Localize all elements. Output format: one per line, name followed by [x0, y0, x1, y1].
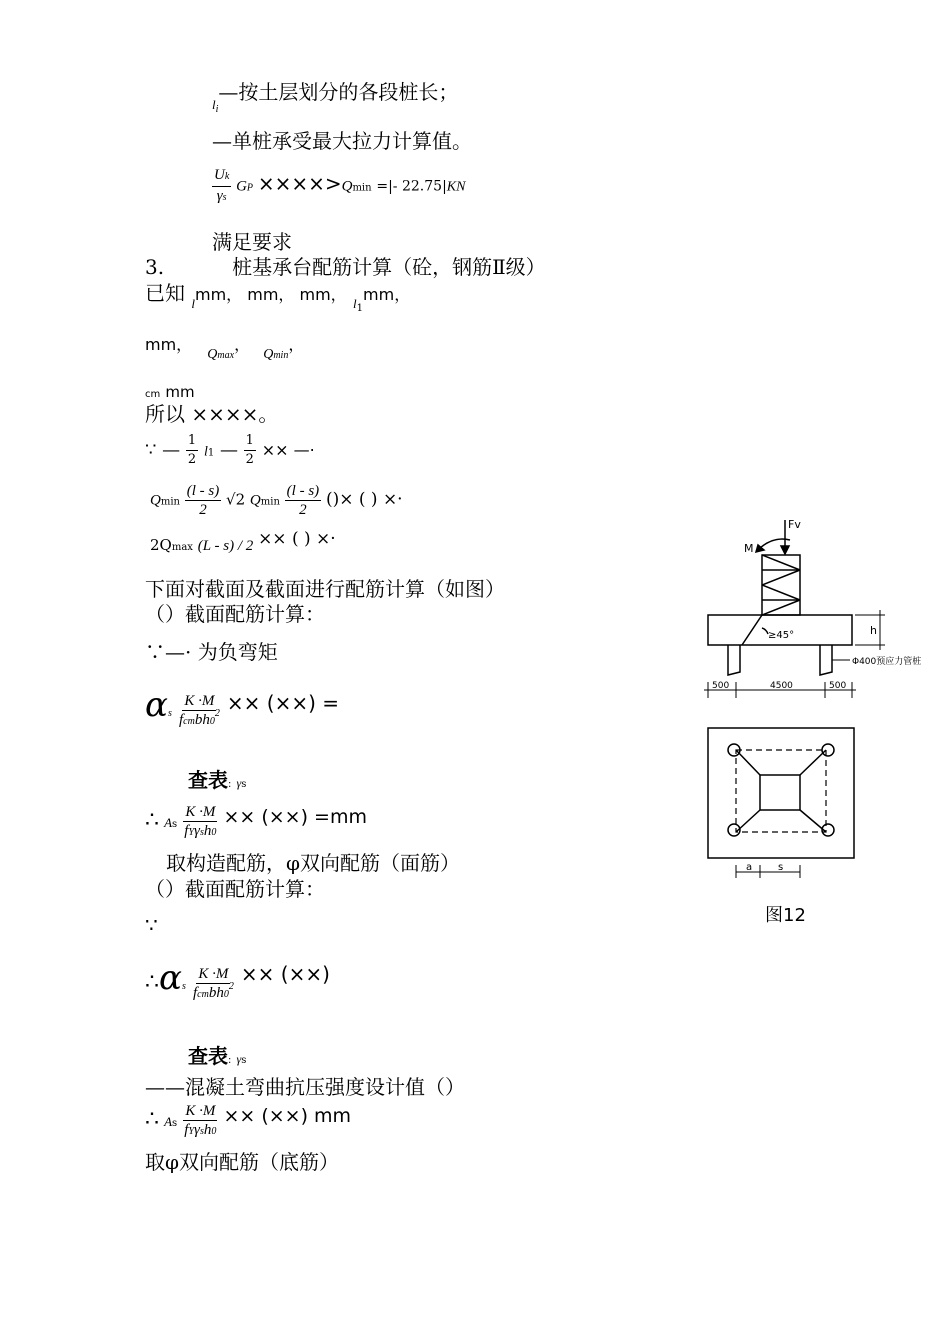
formula-alpha-1: αs $\frac{K \cdot M}{fcmbh0^2}$ ×× (××) =: [145, 685, 340, 728]
line-satisfied: 满足要求: [212, 230, 292, 254]
line-because-1: ∵ — $\frac{1}{2}$ l1 — $\frac{1}{2}$ ×× —·: [145, 433, 315, 467]
dim-mid-label: 4500: [770, 681, 793, 691]
fv-label: Fv: [788, 518, 801, 531]
formula-as-2: ∴ As $\frac{K \cdot M}{\text{fYγsh0}}$ ×× (××) mm: [145, 1103, 352, 1138]
dim-s-label: s: [778, 862, 784, 873]
m-label: M: [744, 542, 754, 555]
h-label: h: [870, 624, 877, 637]
line-qu-1: 取构造配筋，φ双向配筋（面筋）: [166, 851, 461, 875]
line-chabiao-1: 查表: γs: [188, 768, 247, 792]
line-cm-mm: cm mm: [145, 383, 195, 401]
formula-as-1: ∴ As $\frac{K \cdot M}{\text{fYγsh0}}$ ×× (××) =mm: [145, 804, 367, 839]
formula-uk: $\frac{Uk}{\gamma s}$ GP ××××>Qmin =|- 22.75|KN: [214, 167, 466, 204]
line-hunningtu: ——混凝土弯曲抗压强度设计值（）: [145, 1075, 465, 1099]
figure-12: [700, 510, 950, 930]
line-q-values: mm， Qmax， Qmin，: [145, 335, 305, 362]
dim-right-label: 500: [829, 681, 847, 691]
line-because-3: ∵: [145, 913, 158, 937]
section-3-title: 3. 桩基承台配筋计算（砼，钢筋Ⅱ级）: [145, 255, 546, 279]
line-qu-2: 取φ双向配筋（底筋）: [145, 1150, 340, 1174]
formula-qmax: 2Qmax (L - s) / 2 ×× ( ) ×·: [150, 529, 336, 554]
formula-qmin: Qmin $\frac{(l - s)}{2}$ √2 Qmin $\frac{(l - s)}{2}$ ()× ( ) ×·: [150, 483, 403, 518]
line-li: $_{li}$—按土层划分的各段桩长；: [212, 80, 459, 115]
dim-a-label: a: [746, 862, 753, 873]
figure-caption: 图12: [765, 905, 806, 926]
line-section-2: （）截面配筋计算：: [145, 877, 325, 901]
line-because-2: ∵—· 为负弯矩: [145, 640, 278, 664]
plan-view: [708, 728, 854, 878]
elevation-view: [704, 520, 885, 698]
angle-label: ≥45°: [768, 630, 795, 641]
line-suoyi: 所以 ××××。: [145, 402, 279, 426]
line-chabiao-2: 查表: γs: [188, 1044, 247, 1068]
line-section-1: （）截面配筋计算：: [145, 602, 325, 626]
line-single-pile: —单桩承受最大拉力计算值。: [212, 129, 472, 153]
line-known: 已知 $_l$mm， mm， mm， $_{l1}$mm，: [145, 281, 411, 314]
pile-label: Φ400预应力管桩: [852, 657, 922, 667]
formula-alpha-2: ∴αs $\frac{K \cdot M}{fcmbh0^2}$ ×× (××): [145, 958, 330, 1001]
dim-left-label: 500: [712, 681, 730, 691]
line-xiamian: 下面对截面及截面进行配筋计算（如图）: [145, 577, 505, 601]
